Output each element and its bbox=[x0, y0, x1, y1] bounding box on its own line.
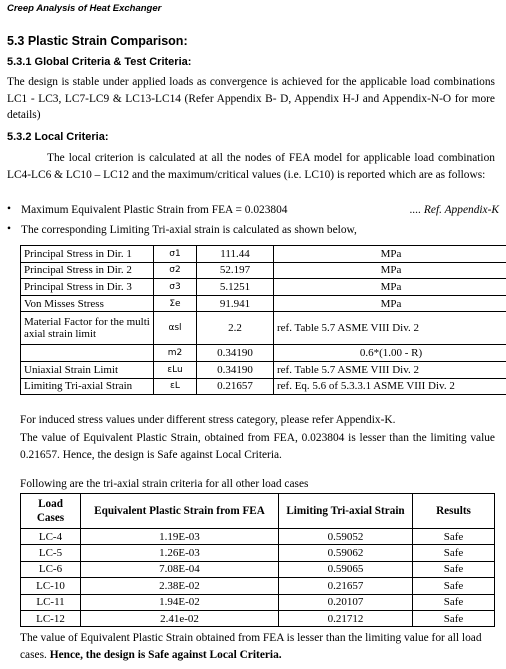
symbol-cell: m2 bbox=[154, 345, 197, 362]
value-cell: 0.34190 bbox=[197, 345, 274, 362]
note-cell: ref. Table 5.7 ASME VIII Div. 2 bbox=[274, 361, 506, 378]
table-cell: 0.59052 bbox=[279, 529, 413, 545]
parameter-cell: Principal Stress in Dir. 2 bbox=[21, 262, 154, 279]
table-cell: 1.19E-03 bbox=[81, 529, 279, 545]
table-row bbox=[21, 295, 506, 312]
bullet-icon: • bbox=[7, 223, 11, 235]
table-row bbox=[21, 262, 506, 279]
comparison-text: The value of Equivalent Plastic Strain, obtained from FEA, 0.023804 is lesser than the limiting value 0.21657. Hence, the design is Safe against Local Criteria. bbox=[20, 432, 495, 461]
table-row bbox=[21, 378, 506, 395]
parameter-cell: Principal Stress in Dir. 3 bbox=[21, 279, 154, 296]
parameter-cell: Material Factor for the multi axial strain limit bbox=[21, 312, 154, 345]
value-cell: 0.21657 bbox=[197, 378, 274, 395]
table-cell: Safe bbox=[413, 578, 495, 594]
table-cell: Safe bbox=[413, 545, 495, 561]
table-cell: 2.41e-02 bbox=[81, 610, 279, 626]
table-cell: 0.21712 bbox=[279, 610, 413, 626]
value-cell: 52.197 bbox=[197, 262, 274, 279]
parameter-cell: Uniaxial Strain Limit bbox=[21, 361, 154, 378]
parameter-cell: Principal Stress in Dir. 1 bbox=[21, 246, 154, 263]
note-cell: MPa bbox=[274, 279, 506, 296]
load-case-table bbox=[20, 493, 495, 627]
bullet-text: Maximum Equivalent Plastic Strain from FEA = 0.023804 bbox=[21, 204, 288, 216]
value-cell: 5.1251 bbox=[197, 279, 274, 296]
value-cell: 2.2 bbox=[197, 312, 274, 345]
global-criteria-heading: 5.3.1 Global Criteria & Test Criteria: bbox=[7, 56, 192, 68]
bullet-reference: .... Ref. Appendix-K bbox=[409, 204, 499, 216]
table-cell: LC-6 bbox=[21, 561, 81, 577]
table-row bbox=[21, 312, 506, 345]
column-header: Results bbox=[413, 494, 495, 529]
section-title: 5.3 Plastic Strain Comparison: bbox=[7, 34, 188, 48]
table-cell: 0.59062 bbox=[279, 545, 413, 561]
table-cell: Safe bbox=[413, 594, 495, 610]
parameter-cell bbox=[21, 345, 154, 362]
table-cell: LC-5 bbox=[21, 545, 81, 561]
global-criteria-text: The design is stable under applied loads as convergence is achieved for the applicable load combinations LC1 - LC3, LC7-LC9 & LC13-LC14 (Refer Appendix B- D, Appendix H-J and Appendix-N-O for more details) bbox=[7, 76, 495, 122]
parameter-cell: Von Misses Stress bbox=[21, 295, 154, 312]
note-cell: MPa bbox=[274, 262, 506, 279]
symbol-cell: σ3 bbox=[154, 279, 197, 296]
bullet-icon: • bbox=[7, 203, 11, 215]
conclusion-text bbox=[20, 630, 500, 663]
conclusion-bold: Hence, the design is Safe against Local Criteria. bbox=[49, 648, 282, 661]
table-cell: Safe bbox=[413, 529, 495, 545]
table-cell: 7.08E-04 bbox=[81, 561, 279, 577]
parameter-cell: Limiting Tri-axial Strain bbox=[21, 378, 154, 395]
table-cell: 1.94E-02 bbox=[81, 594, 279, 610]
table-row bbox=[21, 279, 506, 296]
symbol-cell: εL bbox=[154, 378, 197, 395]
bullet-text: The corresponding Limiting Tri-axial strain is calculated as shown below, bbox=[21, 224, 357, 236]
table-row bbox=[21, 361, 506, 378]
note-cell: ref. Table 5.7 ASME VIII Div. 2 bbox=[274, 312, 506, 345]
note-cell: MPa bbox=[274, 246, 506, 263]
table-row bbox=[21, 561, 495, 577]
table-row bbox=[21, 594, 495, 610]
note-cell: ref. Eq. 5.6 of 5.3.3.1 ASME VIII Div. 2 bbox=[274, 378, 506, 395]
induced-stress-note: For induced stress values under different stress category, please refer Appendix-K. bbox=[20, 414, 396, 426]
other-load-cases-intro: Following are the tri-axial strain criteria for all other load cases bbox=[20, 478, 309, 490]
symbol-cell: εLu bbox=[154, 361, 197, 378]
column-header: Load Cases bbox=[21, 494, 81, 529]
table-cell: 0.21657 bbox=[279, 578, 413, 594]
table-row bbox=[21, 578, 495, 594]
note-cell: 0.6*(1.00 - R) bbox=[274, 345, 506, 362]
symbol-cell: σ1 bbox=[154, 246, 197, 263]
symbol-cell: Σe bbox=[154, 295, 197, 312]
table-cell: 1.26E-03 bbox=[81, 545, 279, 561]
local-criteria-body: The local criterion is calculated at all the nodes of FEA model for applicable load combination LC4-LC6 & LC10 – LC12 and the maximum/critical values (i.e. LC10) is reported which are as follows: bbox=[7, 152, 495, 181]
column-header: Limiting Tri-axial Strain bbox=[279, 494, 413, 529]
table-cell: 0.20107 bbox=[279, 594, 413, 610]
running-header: Creep Analysis of Heat Exchanger bbox=[7, 3, 162, 14]
symbol-cell: σ2 bbox=[154, 262, 197, 279]
column-header: Equivalent Plastic Strain from FEA bbox=[81, 494, 279, 529]
table-cell: Safe bbox=[413, 610, 495, 626]
local-criteria-text bbox=[7, 150, 495, 183]
limiting-strain-table bbox=[20, 245, 506, 395]
table-cell: LC-10 bbox=[21, 578, 81, 594]
value-cell: 91.941 bbox=[197, 295, 274, 312]
table-cell: 2.38E-02 bbox=[81, 578, 279, 594]
note-cell: MPa bbox=[274, 295, 506, 312]
local-criteria-heading: 5.3.2 Local Criteria: bbox=[7, 131, 109, 143]
table-cell: LC-11 bbox=[21, 594, 81, 610]
symbol-cell: αsl bbox=[154, 312, 197, 345]
value-cell: 0.34190 bbox=[197, 361, 274, 378]
table-row bbox=[21, 345, 506, 362]
table-cell: LC-12 bbox=[21, 610, 81, 626]
table-row bbox=[21, 545, 495, 561]
conclusion-body: The value of Equivalent Plastic Strain obtained from FEA is lesser than the limiting value for all load cases. bbox=[20, 632, 482, 661]
table-header-row bbox=[21, 494, 495, 529]
table-row bbox=[21, 610, 495, 626]
table-row bbox=[21, 529, 495, 545]
value-cell: 111.44 bbox=[197, 246, 274, 263]
table-cell: 0.59065 bbox=[279, 561, 413, 577]
table-row bbox=[21, 246, 506, 263]
table-cell: Safe bbox=[413, 561, 495, 577]
table-cell: LC-4 bbox=[21, 529, 81, 545]
